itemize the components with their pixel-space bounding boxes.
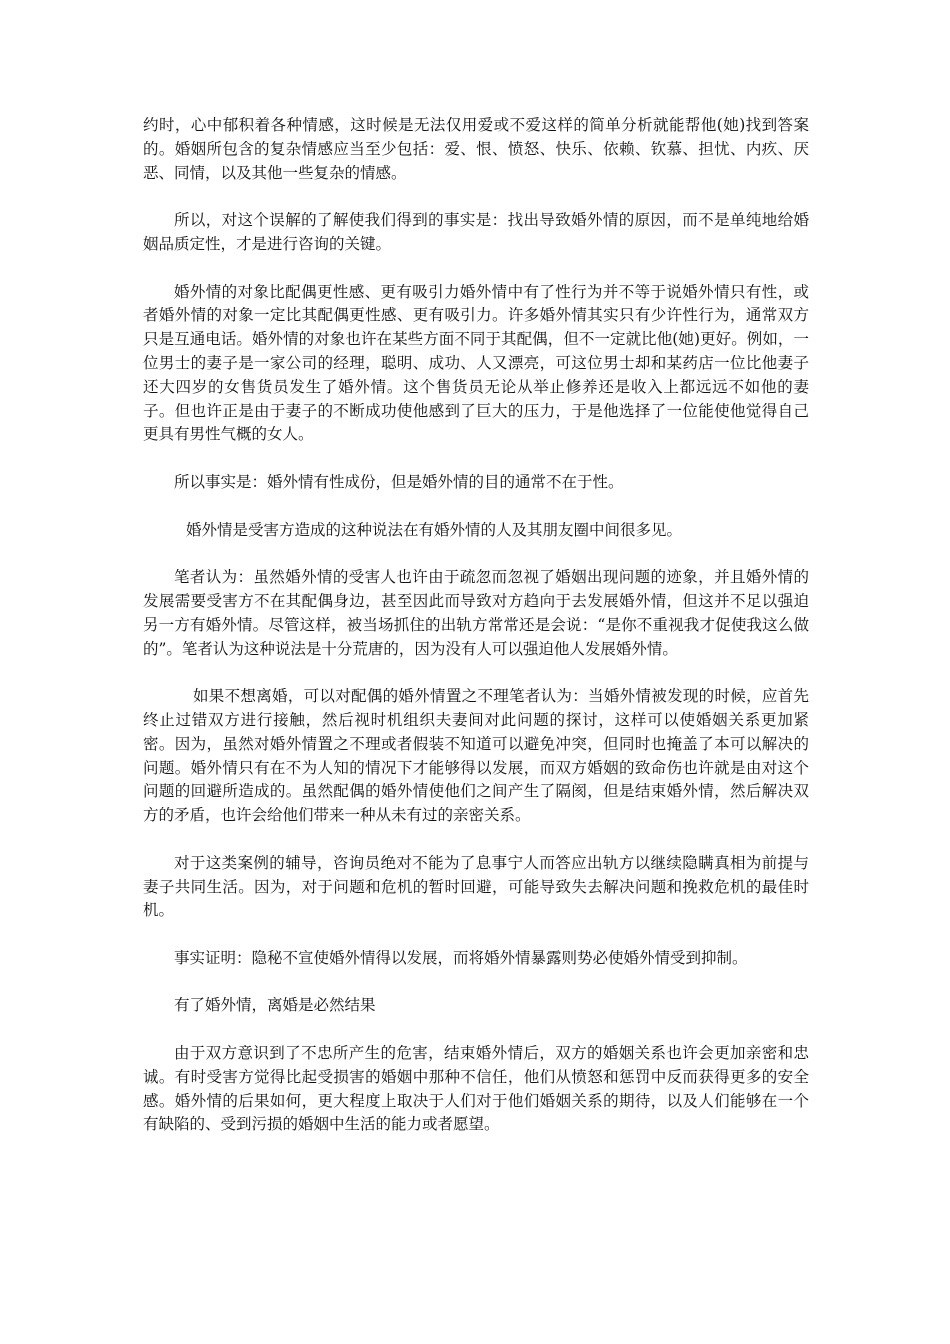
paragraph-10: 由于双方意识到了不忠所产生的危害，结束婚外情后，双方的婚姻关系也许会更加亲密和忠诚。有时受害方觉得比起受损害的婚姻中那种不信任，他们从愤怒和惩罚中反而获得更多的安全感。婚外情的后果如何，更大程度上取决于人们对于他们婚姻关系的期待，以及人们能够在一个有缺陷的、受到污损的婚姻中生活的能力或者愿望。: [143, 1044, 809, 1134]
paragraph-9: 事实证明：隐秘不宣使婚外情得以发展，而将婚外情暴露则势必使婚外情受到抑制。: [174, 948, 748, 967]
paragraph-4: 所以事实是：婚外情有性成份，但是婚外情的目的通常不在于性。: [174, 472, 624, 491]
paragraph-5: 婚外情是受害方造成的这种说法在有婚外情的人及其朋友圈中间很多见。: [186, 520, 683, 539]
paragraph-1: 约时，心中郁积着各种情感，这时候是无法仅用爱或不爱这样的简单分析就能帮他(她)找到答案的。婚姻所包含的复杂情感应当至少包括：爱、恨、愤怒、快乐、依赖、钦慕、担忧、内疚、厌恶、同情，以及其他一些复杂的情感。: [143, 116, 809, 182]
paragraph-7: 如果不想离婚，可以对配偶的婚外情置之不理笔者认为：当婚外情被发现的时候，应首先终止过错双方进行接触，然后视时机组织夫妻间对此问题的探讨，这样可以使婚姻关系更加紧密。因为，虽然对婚外情置之不理或者假装不知道可以避免冲突，但同时也掩盖了本可以解决的问题。婚外情只有在不为人知的情况下才能够得以发展，而双方婚姻的致命伤也许就是由对这个问题的回避所造成的。虽然配偶的婚外情使他们之间产生了隔阂，但是结束婚外情，然后解决双方的矛盾，也许会给他们带来一种从未有过的亲密关系。: [143, 687, 809, 825]
paragraph-8: 对于这类案例的辅导，咨询员绝对不能为了息事宁人而答应出轨方以继续隐瞒真相为前提与妻子共同生活。因为，对于问题和危机的暂时回避，可能导致失去解决问题和挽救危机的最佳时机。: [143, 853, 809, 920]
paragraph-6: 笔者认为：虽然婚外情的受害人也许由于疏忽而忽视了婚姻出现问题的迹象，并且婚外情的发展需要受害方不在其配偶身边，甚至因此而导致对方趋向于去发展婚外情，但这并不足以强迫另一方有婚外情。尽管这样，被当场抓住的出轨方常常还是会说：“是你不重视我才促使我这么做的”。笔者认为这种说法是十分荒唐的，因为没有人可以强迫他人发展婚外情。: [143, 568, 809, 658]
document-body: [143, 114, 809, 1161]
section-heading: 有了婚外情，离婚是必然结果: [174, 996, 376, 1015]
paragraph-3: 婚外情的对象比配偶更性感、更有吸引力婚外情中有了性行为并不等于说婚外情只有性，或者婚外情的对象一定比其配偶更性感、更有吸引力。许多婚外情其实只有少许性行为，通常双方只是互通电话。婚外情的对象也许在某些方面不同于其配偶，但不一定就比他(她)更好。例如，一位男士的妻子是一家公司的经理，聪明、成功、人又漂亮，可这位男士却和某药店一位比他妻子还大四岁的女售货员发生了婚外情。这个售货员无论从举止修养还是收入上都远远不如他的妻子。但也许正是由于妻子的不断成功使他感到了巨大的压力，于是他选择了一位能使他觉得自己更具有男性气概的女人。: [143, 282, 809, 444]
paragraph-2: 所以，对这个误解的了解使我们得到的事实是：找出导致婚外情的原因，而不是单纯地给婚姻品质定性，才是进行咨询的关键。: [143, 211, 809, 253]
